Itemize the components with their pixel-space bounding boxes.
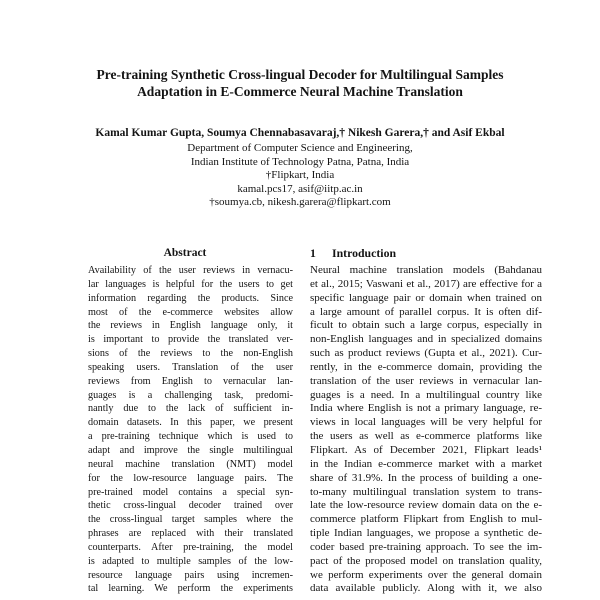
text-line: is adapted to multiple samples of the low- xyxy=(88,555,293,567)
text-line: late the low-resource review domain data on the e- xyxy=(310,499,542,512)
text-line: domain datasets. In this paper, we present xyxy=(88,417,293,429)
text-line: lar languages is helpful for the users to get xyxy=(88,278,293,290)
text-line: Indian Institute of Technology Patna, Patna, India xyxy=(190,155,410,168)
text-line: pact of the proposed model on translation quality, xyxy=(310,554,542,567)
paper-title-line1: Pre-training Synthetic Cross-lingual Decoder for Multilingual Samples xyxy=(96,67,504,82)
paper-title-line2: Adaptation in E-Commerce Neural Machine Translation xyxy=(137,83,463,99)
affiliation-block xyxy=(0,142,600,210)
text-line: Flipkart. As of December 2021, Flipkart leads¹ xyxy=(310,443,542,456)
text-line: views in local languages will be very helpful for xyxy=(310,416,542,429)
text-line: the users as well as e-commerce platforms like xyxy=(310,430,542,443)
section-number: 1 xyxy=(310,246,316,260)
text-line: a large amount of parallel corpus. It is often dif- xyxy=(310,305,542,318)
text-line: the cross-lingual target samples where the xyxy=(88,514,293,526)
text-line: reviews from English to vernacular lan- xyxy=(88,375,293,387)
text-line: specific language pair or domain when trained on xyxy=(310,291,542,304)
text-line: information regarding the products. Since xyxy=(88,292,293,304)
authors-line: Kamal Kumar Gupta, Soumya Chennabasavaraj,† Nikesh Garera,† and Asif Ekbal xyxy=(95,127,505,139)
abstract-heading: Abstract xyxy=(163,247,207,259)
text-line: Availability of the user reviews in vernacu- xyxy=(88,265,293,276)
text-line: guages is a need. In a multilingual country like xyxy=(310,388,542,401)
text-line: coder based pre-training approach. To see the im- xyxy=(310,540,542,553)
introduction-body xyxy=(310,264,542,596)
abstract-body xyxy=(88,264,293,596)
text-line: Department of Computer Science and Engineering, xyxy=(187,142,413,154)
text-line: pre-trained model contains a special syn- xyxy=(88,486,293,498)
text-line: we perform experiments over the general domain xyxy=(310,568,542,581)
text-line: to-many multilingual translation system to trans- xyxy=(310,485,542,498)
text-line: sions of the reviews to the non-English xyxy=(88,348,293,360)
text-line: speaking users. Translation of the user xyxy=(88,361,293,373)
text-line: for the low-resource language pairs. The xyxy=(88,472,293,484)
text-line: ficult to obtain such a large corpus, especially in xyxy=(310,319,542,332)
text-line: Neural machine translation models (Bahdanau xyxy=(310,264,542,276)
text-line: is important to provide the translated ver- xyxy=(88,334,293,346)
text-line: such as product reviews (Gupta et al., 2021). Cur- xyxy=(310,347,542,360)
text-line: †soumya.cb, nikesh.garera@flipkart.com xyxy=(209,196,391,208)
text-line: counterparts. After pre-training, the model xyxy=(88,541,293,553)
text-line: share of 31.9%. In the process of building a one- xyxy=(310,471,542,484)
text-line: the reviews in English language only, it xyxy=(88,320,293,332)
text-line: a pre-training technique which is used to xyxy=(88,431,293,443)
text-line: non-English languages and in specialized domains xyxy=(310,333,542,346)
text-line: in the Indian e-commerce market with a market xyxy=(310,457,542,470)
text-line: †Flipkart, India xyxy=(265,169,335,181)
text-line: et al., 2015; Vaswani et al., 2017) are effective for a xyxy=(310,277,542,290)
text-line: neural machine translation (NMT) model xyxy=(88,458,293,470)
text-line: guages is a challenging task, predomi- xyxy=(88,389,293,401)
text-line: thetic cross-lingual decoder trained over xyxy=(88,500,293,512)
text-line: most of the e-commerce websites allow xyxy=(88,306,293,318)
text-line: rently, in the e-commerce domain, providing the xyxy=(310,360,542,373)
text-line: commerce platform Flipkart from English to mul- xyxy=(310,513,542,526)
text-line: data available publicly. Along with it, we also xyxy=(310,582,542,595)
text-line: nantly due to the lack of sufficient in- xyxy=(88,403,293,415)
paper-title xyxy=(0,67,600,100)
text-line: tiple Indian languages, we propose a synthetic de- xyxy=(310,527,542,540)
text-line: phrases are replaced with their translated xyxy=(88,528,293,540)
text-line: kamal.pcs17, asif@iitp.ac.in xyxy=(237,182,363,195)
text-line: translation of the user reviews in vernacular lan- xyxy=(310,374,542,387)
text-line: resource language pairs using incremen- xyxy=(88,569,293,581)
text-line: adapt and improve the single multilingual xyxy=(88,444,293,456)
section-label: Introduction xyxy=(332,246,397,260)
text-line: tal learning. We perform the experiments xyxy=(88,583,293,595)
text-line: India where English is not a primary language, re- xyxy=(310,402,542,415)
section-heading-introduction xyxy=(310,246,543,260)
